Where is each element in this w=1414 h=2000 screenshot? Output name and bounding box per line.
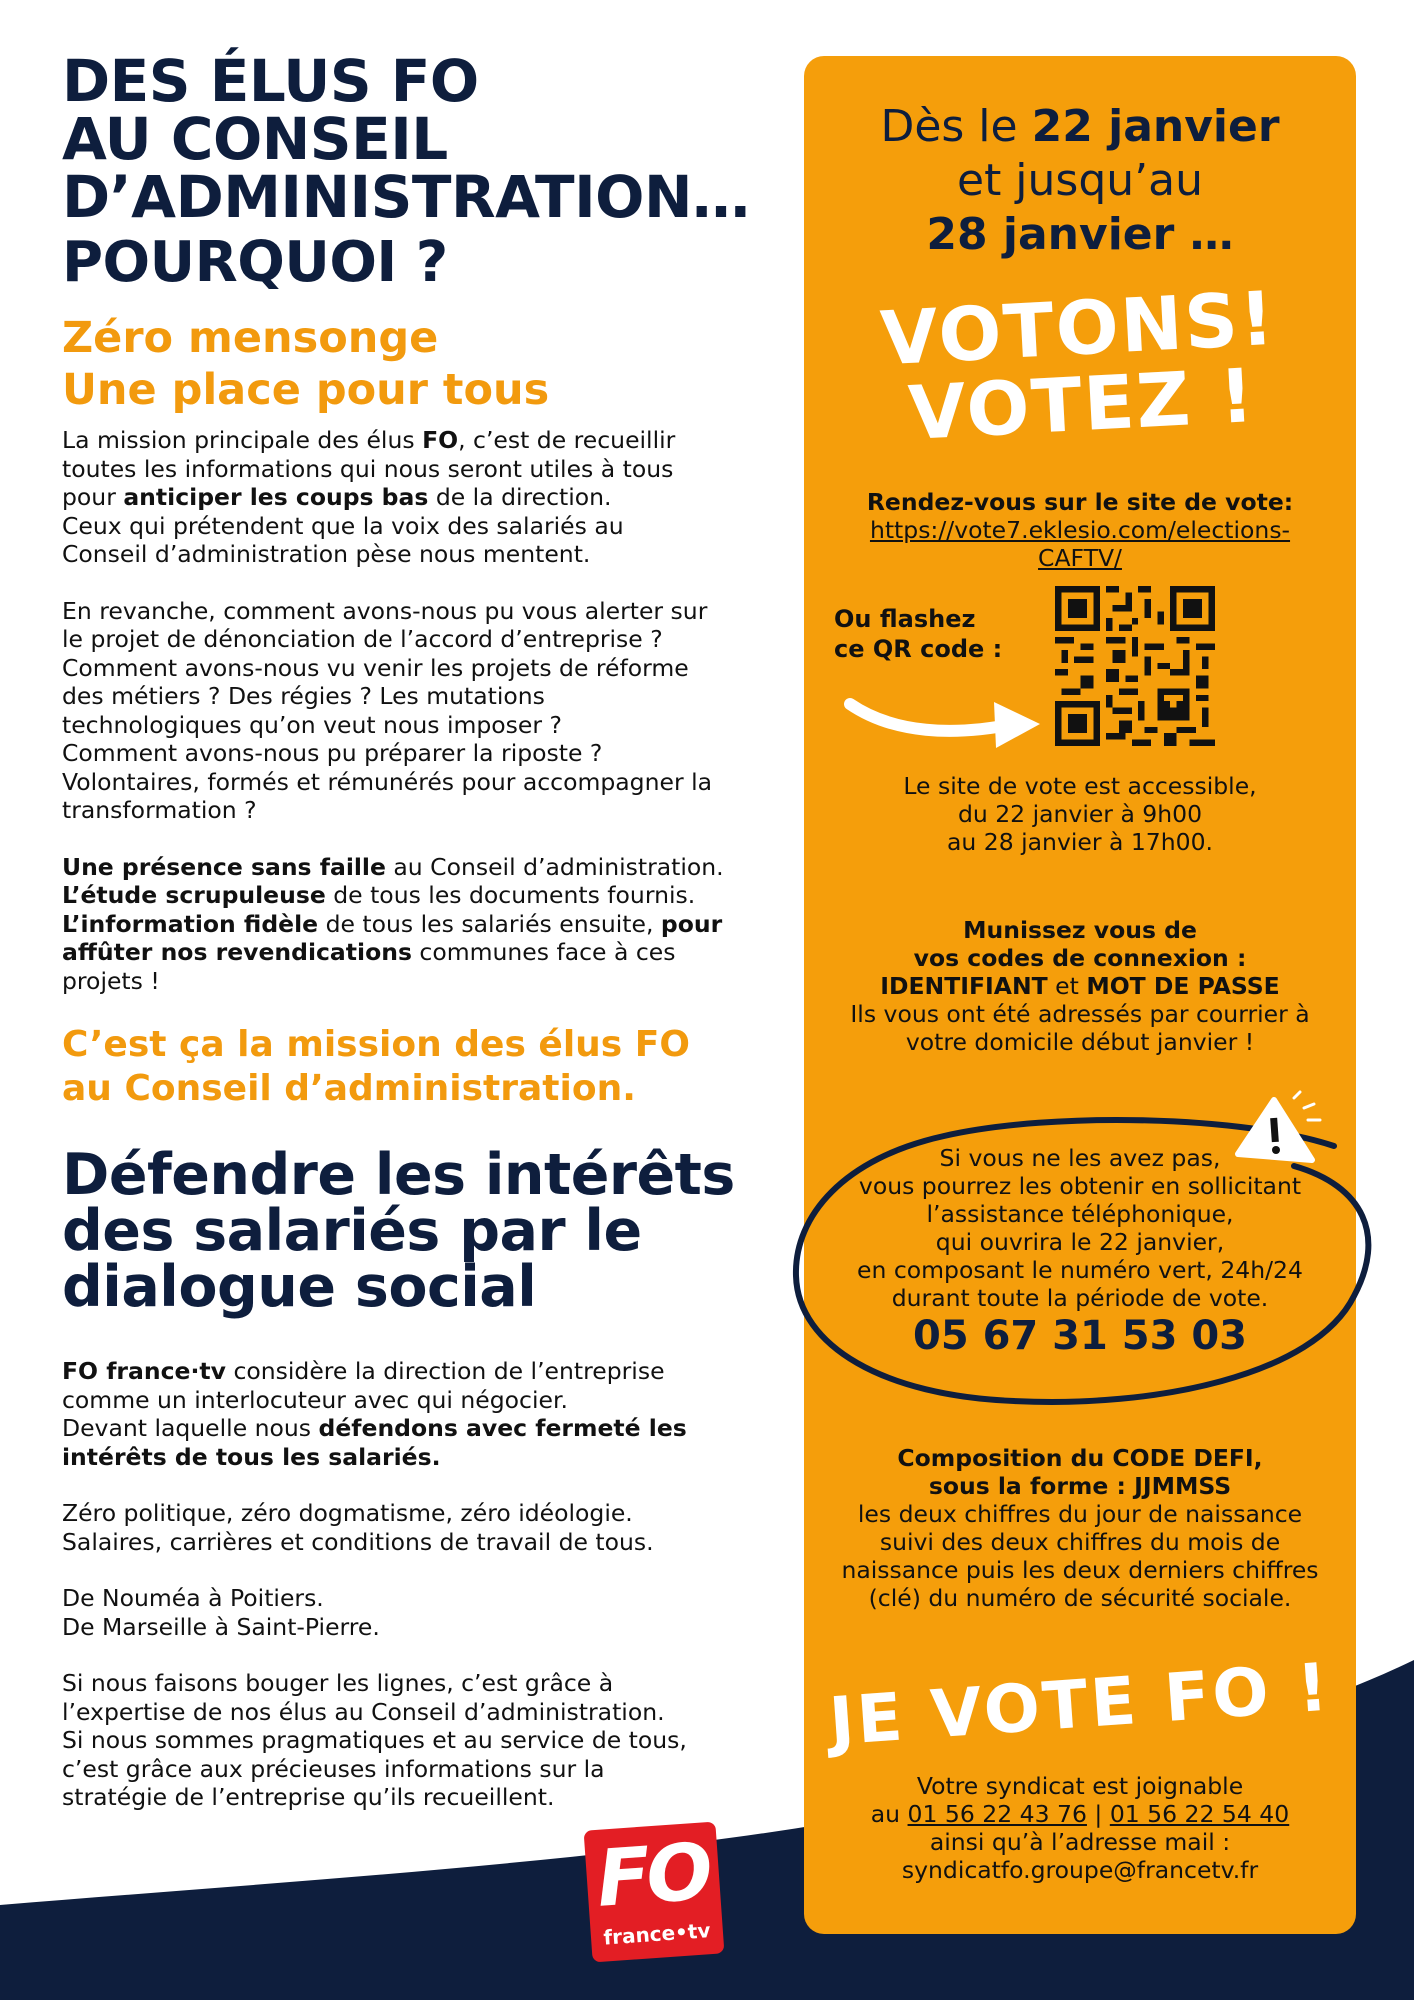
vote-access-hours: Le site de vote est accessible, du 22 janvier à 9h00 au 28 janvier à 17h00. xyxy=(903,772,1257,856)
vote-panel xyxy=(804,56,1356,1934)
contact-block: Votre syndicat est joignable au 01 56 22 43 76 | 01 56 22 54 40 ainsi qu’à l’adresse mail : syndicatfo.groupe@francetv.fr xyxy=(804,1772,1356,1884)
subtitle: Zéro mensonge Une place pour tous xyxy=(62,313,550,415)
fo-francetv-logo: FO france•tv xyxy=(584,1822,725,1963)
mission-heading: C’est ça la mission des élus FO au Conseil d’administration. xyxy=(62,1024,690,1109)
paragraph-places: De Nouméa à Poitiers. De Marseille à Saint-Pierre. xyxy=(62,1584,380,1641)
paragraph-zero: Zéro politique, zéro dogmatisme, zéro idéologie. Salaires, carrières et conditions de travail de tous. xyxy=(62,1499,654,1556)
qr-label: Ou flashez ce QR code : xyxy=(834,605,1003,663)
phone-link-2[interactable]: 01 56 22 54 40 xyxy=(1109,1800,1290,1828)
email-link[interactable]: syndicatfo.groupe@francetv.fr xyxy=(901,1856,1259,1884)
page-title: DES ÉLUS FO AU CONSEIL D’ADMINISTRATION… POURQUOI ? xyxy=(62,47,750,295)
votons-votez-heading: VOTONS! VOTEZ ! xyxy=(878,275,1278,457)
vote-site-block: Rendez-vous sur le site de vote: https://vote7.eklesio.com/elections- CAFTV/ xyxy=(804,488,1356,572)
paragraph-expertise: Si nous faisons bouger les lignes, c’est grâce à l’expertise de nos élus au Conseil d’administration. Si nous sommes pragmatiques et au service de tous, c’est grâce aux précieuses informations sur la stratégie de l’entreprise qu’ils recueillent. xyxy=(62,1669,687,1811)
qr-code[interactable] xyxy=(1055,586,1215,746)
phone-number[interactable]: 05 67 31 53 03 xyxy=(912,1313,1248,1359)
login-codes-block: Munissez vous de vos codes de connexion : IDENTIFIANT et MOT DE PASSE Ils vous ont été adressés par courrier à votre domicile début janvier ! xyxy=(850,916,1310,1056)
paragraph-presence: Une présence sans faille au Conseil d’administration. L’étude scrupuleuse de tous les documents fournis. L’information fidèle de tous les salariés ensuite, pour affûter nos revendications communes face à ces projets ! xyxy=(62,852,724,995)
paragraph-mission: La mission principale des élus FO, c’est de recueillir toutes les informations qui nous seront utiles à tous pour anticiper les coups bas de la direction. Ceux qui prétendent que la voix des salariés au Conseil d’administration pèse nous mentent. xyxy=(62,426,676,568)
je-vote-fo-heading: JE VOTE FO ! xyxy=(826,1648,1334,1761)
paragraph-direction: FO france·tv considère la direction de l’entreprise comme un interlocuteur avec qui négocier. Devant laquelle nous défendons avec fermeté les intérêts de tous les salariés. xyxy=(62,1357,687,1471)
vote-dates: Dès le 22 janvier et jusqu’au 28 janvier … xyxy=(880,101,1280,260)
defend-heading: Défendre les intérêts des salariés par le dialogue social xyxy=(62,1142,735,1320)
assistance-block: Si vous ne les avez pas, vous pourrez les obtenir en sollicitant l’assistance téléphonique, qui ouvrira le 22 janvier, en composant le numéro vert, 24h/24 durant toute la période de vote. 05 67 31 53 03 xyxy=(804,1144,1356,1360)
code-defi-block: Composition du CODE DEFI, sous la forme : JJMMSS les deux chiffres du jour de naissance suivi des deux chiffres du mois de naissance puis les deux derniers chiffres (clé) du numéro de sécurité sociale. xyxy=(841,1444,1319,1612)
left-column xyxy=(62,47,762,1840)
vote-site-link[interactable]: https://vote7.eklesio.com/elections- xyxy=(869,516,1291,544)
curved-arrow-icon xyxy=(844,684,1044,764)
phone-link-1[interactable]: 01 56 22 43 76 xyxy=(907,1800,1087,1828)
vote-site-link-cont[interactable]: CAFTV/ xyxy=(1038,544,1122,572)
paragraph-questions: En revanche, comment avons-nous pu vous alerter sur le projet de dénonciation de l’accord d’entreprise ? Comment avons-nous vu venir les projets de réforme des métiers ? Des régies ? Les mutations technologiques qu’on veut nous imposer ? Comment avons-nous pu préparer la riposte ? Volontaires, formés et rémunérés pour accompagner la transformation ? xyxy=(62,596,713,824)
